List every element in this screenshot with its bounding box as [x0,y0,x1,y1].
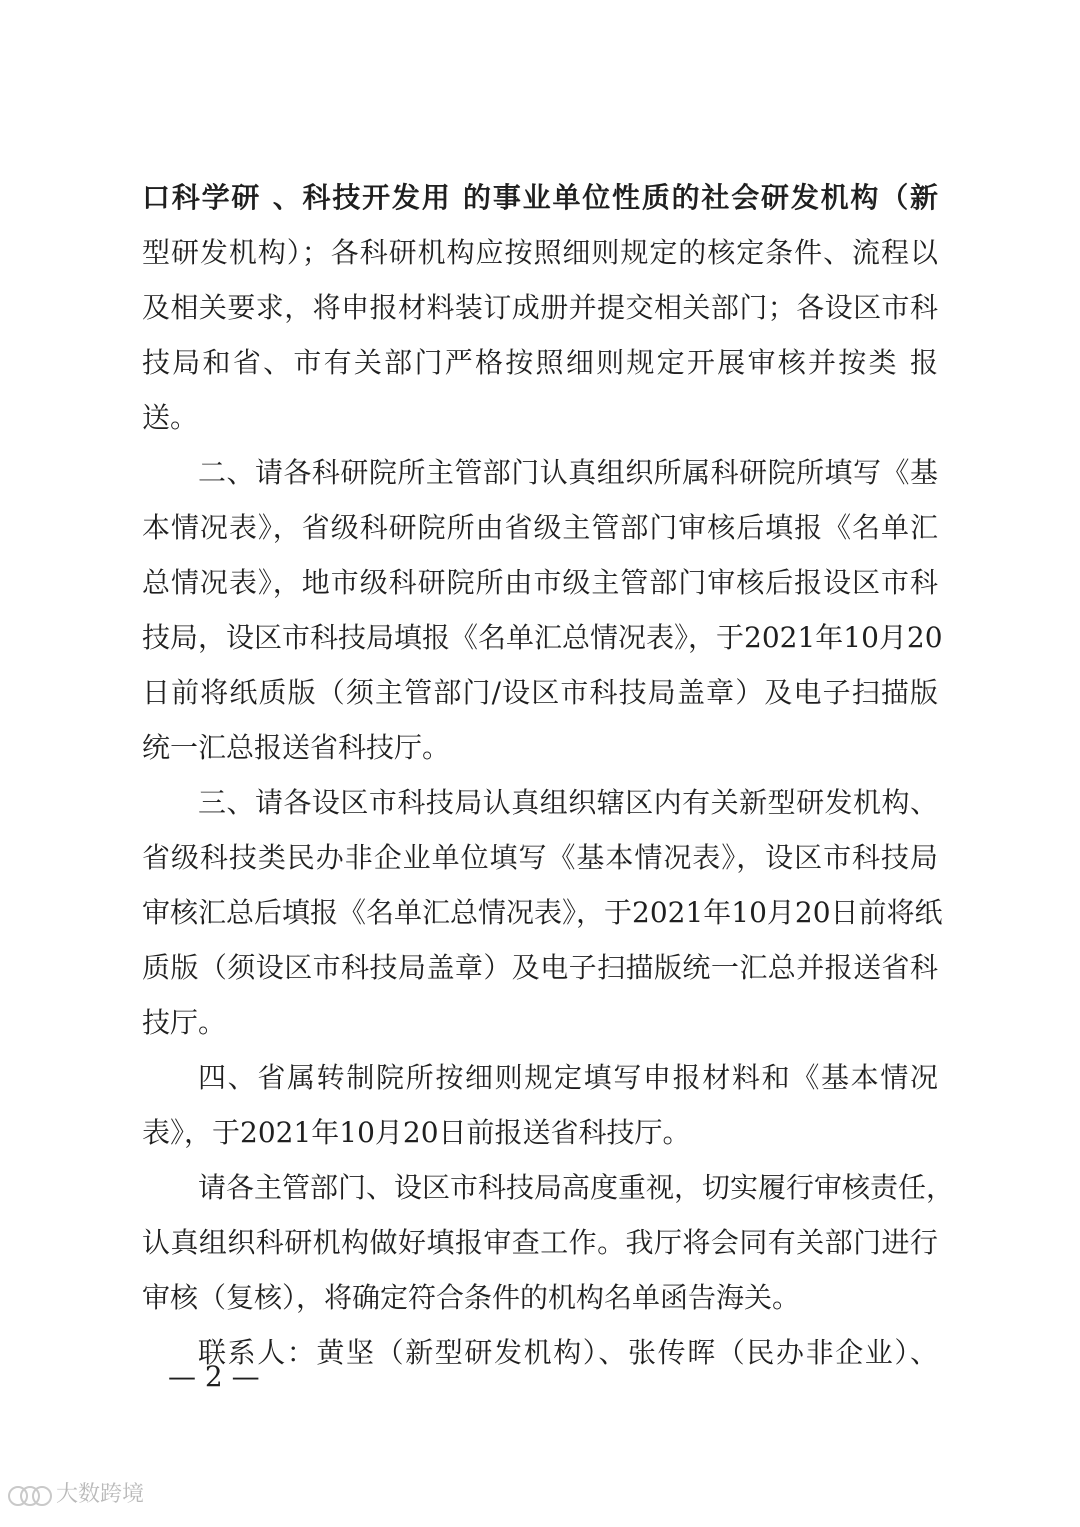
paragraph-3-line-3: 审核汇总后填报《名单汇总情况表》，于2021年10月20日前将纸 [142,896,943,929]
paragraph-2-line-4: 技局，设区市科技局填报《名单汇总情况表》，于2021年10月20 [142,621,943,654]
paragraph-3-line-1: 三、请各设区市科技局认真组织辖区内有关新型研发机构、 [198,786,938,819]
paragraph-3-line-4: 质版（须设区市科技局盖章）及电子扫描版统一汇总并报送省科 [142,951,938,984]
paragraph-4-line-2: 表》，于2021年10月20日前报送省科技厅。 [142,1116,691,1149]
paragraph-4-line-1: 四、省属转制院所按细则规定填写申报材料和《基本情况 [198,1061,938,1094]
watermark-text: 大数跨境 [56,1482,145,1507]
paragraph-3-line-5: 技厅。 [142,1006,227,1039]
paragraph-2-line-6: 统一汇总报送省科技厅。 [142,731,451,764]
body-line-2: 型研发机构）；各科研机构应按照细则规定的核定条件、流程以 [142,236,938,269]
paragraph-5-line-1: 请各主管部门、设区市科技局高度重视，切实履行审核责任， [198,1171,955,1204]
paragraph-5-line-3: 审核（复核），将确定符合条件的机构名单函告海关。 [142,1281,801,1314]
paragraph-2-line-5: 日前将纸质版（须主管部门/设区市科技局盖章）及电子扫描版 [142,676,938,709]
body-line-5: 送。 [142,401,199,434]
paragraph-2-line-3: 总情况表》，地市级科研院所由市级主管部门审核后报设区市科 [142,566,938,599]
watermark [8,1478,144,1512]
paragraph-5-line-2: 认真组织科研机构做好填报审查工作。我厅将会同有关部门进行 [142,1226,938,1259]
page-number: — 2 — [168,1360,260,1393]
paragraph-2-line-2: 本情况表》，省级科研院所由省级主管部门审核后填报《名单汇 [142,511,938,544]
body-line-3: 及相关要求，将申报材料装订成册并提交相关部门；各设区市科 [142,291,938,324]
body-line-4: 技局和省、市有关部门严格按照细则规定开展审核并按类 报 [142,346,938,379]
paragraph-3-line-2: 省级科技类民办非企业单位填写《基本情况表》，设区市科技局 [142,841,938,874]
contact-line: 联系人：黄坚（新型研发机构）、张传晖（民办非企业）、 [198,1336,938,1369]
paragraph-2-line-1: 二、请各科研院所主管部门认真组织所属科研院所填写《基 [198,456,938,489]
body-line-1: 口科学研 、科技开发用 的事业单位性质的社会研发机构（新 [142,181,938,214]
interlocked-circles-logo-icon [8,1483,50,1507]
